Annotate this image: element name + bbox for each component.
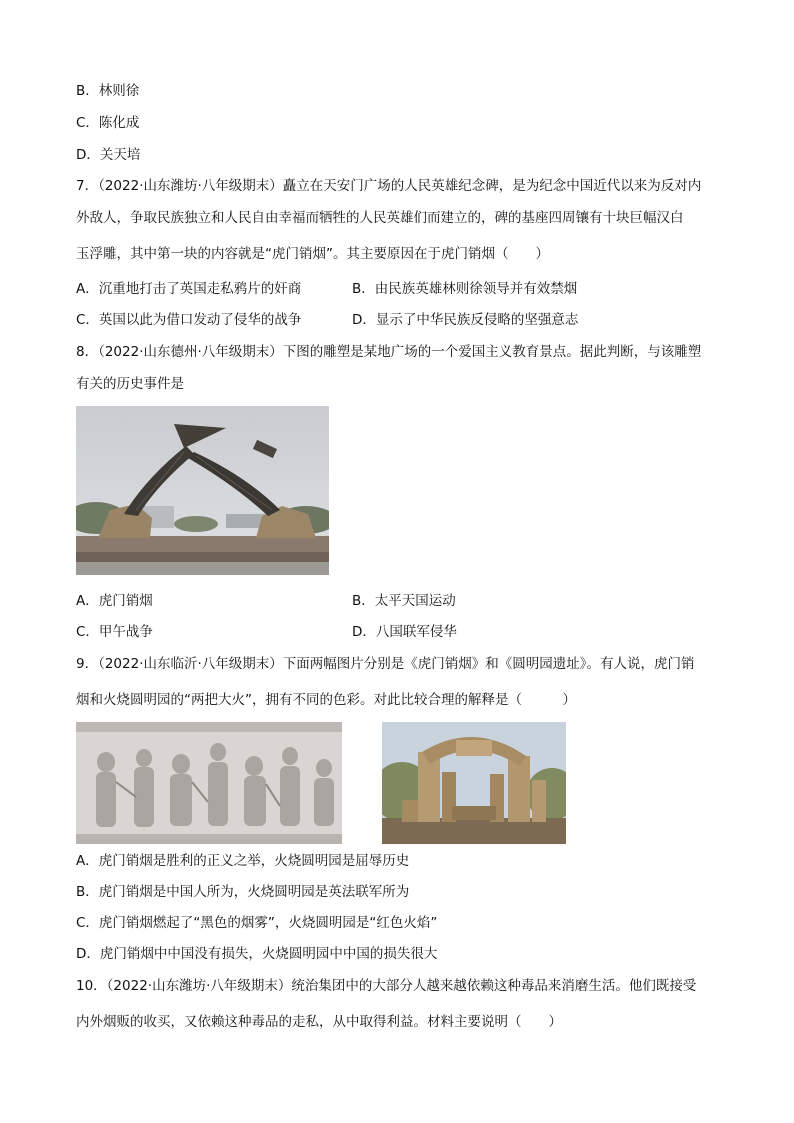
- q8-options-row-1: [76, 591, 716, 611]
- q8-option-a: A．虎门销烟: [76, 593, 153, 609]
- q6-option-b: B．林则徐: [76, 83, 140, 99]
- q7-stem-line-3: 玉浮雕，其中第一块的内容就是“虎门销烟”。其主要原因在于虎门销烟（ ）: [76, 246, 549, 262]
- q7-options-row-1: [76, 279, 716, 299]
- q8-option-b: B．太平天国运动: [352, 593, 456, 609]
- q9-stem-line-1: 9．（2022·山东临沂·八年级期末）下面两幅图片分别是《虎门销烟》和《圆明园遗址》。有人说，虎门销: [76, 656, 695, 672]
- q9-stem-line-2: 烟和火烧圆明园的“两把大火”，拥有不同的色彩。对此比较合理的解释是（ ）: [76, 692, 576, 708]
- opium-pipe-sculpture-photo: [76, 406, 329, 575]
- q9-option-b: B．虎门销烟是中国人所为，火烧圆明园是英法联军所为: [76, 884, 410, 900]
- q8-option-c: C．甲午战争: [76, 624, 153, 640]
- q7-option-d: D．显示了中华民族反侵略的坚强意志: [352, 312, 579, 328]
- q7-stem-line-2: 外敌人，争取民族独立和人民自由幸福而牺牲的人民英雄们而建立的，碑的基座四周镶有十块巨幅汉白: [76, 210, 684, 226]
- q9-option-d: D．虎门销烟中中国没有损失，火烧圆明园中中国的损失很大: [76, 946, 438, 962]
- yuanmingyuan-ruins-photo: [382, 722, 566, 844]
- q8-option-d: D．八国联军侵华: [352, 624, 457, 640]
- q10-stem-line-1: 10．（2022·山东潍坊·八年级期末）统治集团中的大部分人越来越依赖这种毒品来消磨生活。他们既接受: [76, 978, 697, 994]
- q7-option-a: A．沉重地打击了英国走私鸦片的奸商: [76, 281, 302, 297]
- q9-option-a: A．虎门销烟是胜利的正义之举，火烧圆明园是屈辱历史: [76, 853, 410, 869]
- q6-option-c: C．陈化成: [76, 115, 140, 131]
- q8-options-row-2: [76, 622, 716, 642]
- humen-relief-photo: [76, 722, 342, 844]
- q6-option-d: D．关天培: [76, 147, 141, 163]
- q7-stem-line-1: 7．（2022·山东潍坊·八年级期末）矗立在天安门广场的人民英雄纪念碑，是为纪念中国近代以来为反对内: [76, 178, 702, 194]
- q7-option-b: B．由民族英雄林则徐领导并有效禁烟: [352, 281, 578, 297]
- q7-option-c: C．英国以此为借口发动了侵华的战争: [76, 312, 302, 328]
- q7-options-row-2: [76, 310, 716, 330]
- q10-stem-line-2: 内外烟贩的收买，又依赖这种毒品的走私，从中取得利益。材料主要说明（ ）: [76, 1014, 562, 1030]
- q8-stem-line-1: 8．（2022·山东德州·八年级期末）下图的雕塑是某地广场的一个爱国主义教育景点。据此判断，与该雕塑: [76, 344, 702, 360]
- q8-stem-line-2: 有关的历史事件是: [76, 376, 184, 392]
- q9-option-c: C．虎门销烟燃起了“黑色的烟雾”，火烧圆明园是“红色火焰”: [76, 915, 438, 931]
